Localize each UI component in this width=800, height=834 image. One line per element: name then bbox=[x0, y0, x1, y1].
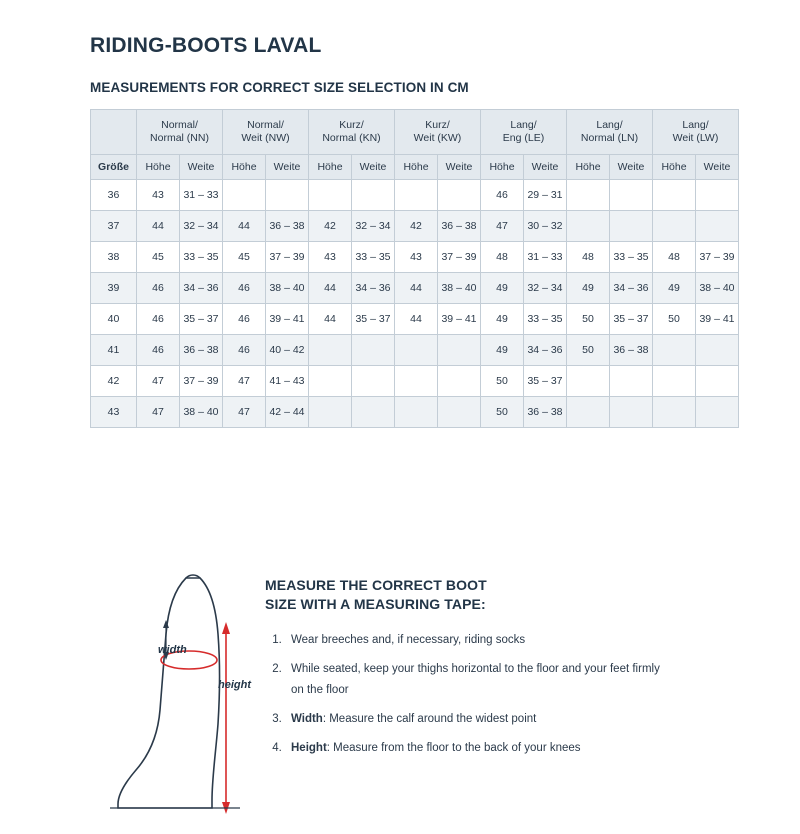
group-header-kw-line1: Kurz/ bbox=[425, 119, 450, 131]
cell: 47 bbox=[481, 211, 524, 242]
cell: 50 bbox=[567, 304, 610, 335]
group-header-ln-line1: Lang/ bbox=[596, 119, 623, 131]
cell: 35 – 37 bbox=[352, 304, 395, 335]
table-row bbox=[91, 397, 739, 428]
cell: 47 bbox=[223, 366, 266, 397]
table-row bbox=[91, 211, 739, 242]
step-bold: Height bbox=[291, 742, 327, 754]
cell bbox=[567, 211, 610, 242]
cell bbox=[309, 397, 352, 428]
cell: 42 bbox=[395, 211, 438, 242]
cell: 35 – 37 bbox=[524, 366, 567, 397]
cell: 50 bbox=[567, 335, 610, 366]
cell bbox=[395, 180, 438, 211]
cell: 45 bbox=[137, 242, 180, 273]
sub-header-hoehe-kn: Höhe bbox=[309, 155, 352, 180]
cell: 31 – 33 bbox=[180, 180, 223, 211]
sub-header-weite-ln: Weite bbox=[610, 155, 653, 180]
cell: 43 bbox=[395, 242, 438, 273]
cell: 46 bbox=[137, 273, 180, 304]
cell bbox=[567, 180, 610, 211]
cell bbox=[395, 397, 438, 428]
table-head bbox=[91, 110, 739, 180]
cell: 34 – 36 bbox=[610, 273, 653, 304]
instructions-list bbox=[265, 630, 665, 759]
page-title: RIDING-BOOTS LAVAL bbox=[90, 34, 322, 57]
cell bbox=[567, 397, 610, 428]
cell: 44 bbox=[223, 211, 266, 242]
cell: 32 – 34 bbox=[180, 211, 223, 242]
group-header-lw bbox=[653, 110, 739, 155]
cell: 50 bbox=[481, 366, 524, 397]
cell: 50 bbox=[481, 397, 524, 428]
page-subtitle: MEASUREMENTS FOR CORRECT SIZE SELECTION IN CM bbox=[90, 80, 469, 95]
cell: 37 – 39 bbox=[438, 242, 481, 273]
row-size: 41 bbox=[91, 335, 137, 366]
row-size: 38 bbox=[91, 242, 137, 273]
cell: 47 bbox=[223, 397, 266, 428]
group-header-kw bbox=[395, 110, 481, 155]
group-header-nw bbox=[223, 110, 309, 155]
cell: 42 bbox=[309, 211, 352, 242]
cell: 47 bbox=[137, 397, 180, 428]
sub-header-weite-nn: Weite bbox=[180, 155, 223, 180]
cell bbox=[352, 366, 395, 397]
cell bbox=[653, 397, 696, 428]
list-item bbox=[285, 630, 665, 651]
cell bbox=[653, 366, 696, 397]
cell bbox=[610, 366, 653, 397]
group-header-kn-line1: Kurz/ bbox=[339, 119, 364, 131]
group-header-lw-line1: Lang/ bbox=[682, 119, 709, 131]
sub-header-hoehe-nn: Höhe bbox=[137, 155, 180, 180]
cell: 48 bbox=[567, 242, 610, 273]
cell: 49 bbox=[481, 273, 524, 304]
table-corner-cell bbox=[91, 110, 137, 155]
step-text: While seated, keep your thighs horizontal to the floor and your feet firmly on the floor bbox=[291, 663, 660, 696]
cell: 34 – 36 bbox=[524, 335, 567, 366]
cell: 49 bbox=[481, 335, 524, 366]
cell bbox=[696, 335, 739, 366]
instructions-title-line2: SIZE WITH A MEASURING TAPE: bbox=[265, 596, 486, 612]
cell bbox=[352, 397, 395, 428]
group-header-kn bbox=[309, 110, 395, 155]
cell: 46 bbox=[223, 304, 266, 335]
sub-header-weite-kw: Weite bbox=[438, 155, 481, 180]
cell: 46 bbox=[137, 304, 180, 335]
sub-header-hoehe-nw: Höhe bbox=[223, 155, 266, 180]
group-header-nn-line2: Normal (NN) bbox=[150, 132, 209, 144]
group-header-nw-line1: Normal/ bbox=[247, 119, 284, 131]
cell: 46 bbox=[223, 273, 266, 304]
height-label: height bbox=[218, 679, 251, 691]
boot-outline-path bbox=[118, 578, 220, 808]
table-row bbox=[91, 366, 739, 397]
cell bbox=[438, 366, 481, 397]
cell: 44 bbox=[309, 304, 352, 335]
cell: 35 – 37 bbox=[610, 304, 653, 335]
cell: 38 – 40 bbox=[266, 273, 309, 304]
group-header-nn-line1: Normal/ bbox=[161, 119, 198, 131]
cell: 30 – 32 bbox=[524, 211, 567, 242]
cell bbox=[352, 335, 395, 366]
sub-header-weite-lw: Weite bbox=[696, 155, 739, 180]
cell: 49 bbox=[567, 273, 610, 304]
cell: 32 – 34 bbox=[524, 273, 567, 304]
cell: 49 bbox=[653, 273, 696, 304]
table-sub-header-row bbox=[91, 155, 739, 180]
cell bbox=[438, 397, 481, 428]
cell: 49 bbox=[481, 304, 524, 335]
step-text: : Measure from the floor to the back of your knees bbox=[326, 742, 581, 754]
table-row bbox=[91, 242, 739, 273]
group-header-kw-line2: Weit (KW) bbox=[413, 132, 462, 144]
group-header-ln bbox=[567, 110, 653, 155]
page-root bbox=[0, 34, 800, 834]
cell: 36 – 38 bbox=[524, 397, 567, 428]
group-header-le-line1: Lang/ bbox=[510, 119, 537, 131]
cell: 39 – 41 bbox=[438, 304, 481, 335]
sub-header-hoehe-kw: Höhe bbox=[395, 155, 438, 180]
cell: 38 – 40 bbox=[180, 397, 223, 428]
cell bbox=[309, 366, 352, 397]
cell: 36 – 38 bbox=[438, 211, 481, 242]
cell: 39 – 41 bbox=[696, 304, 739, 335]
group-header-le-line2: Eng (LE) bbox=[502, 132, 545, 144]
cell bbox=[567, 366, 610, 397]
cell: 38 – 40 bbox=[696, 273, 739, 304]
cell bbox=[653, 180, 696, 211]
step-bold: Width bbox=[291, 713, 323, 725]
row-size: 43 bbox=[91, 397, 137, 428]
cell: 33 – 35 bbox=[610, 242, 653, 273]
cell bbox=[438, 180, 481, 211]
cell bbox=[696, 397, 739, 428]
cell: 47 bbox=[137, 366, 180, 397]
cell: 37 – 39 bbox=[266, 242, 309, 273]
cell: 42 – 44 bbox=[266, 397, 309, 428]
cell bbox=[309, 335, 352, 366]
cell: 32 – 34 bbox=[352, 211, 395, 242]
cell bbox=[696, 366, 739, 397]
width-label: width bbox=[158, 644, 187, 656]
cell: 36 – 38 bbox=[180, 335, 223, 366]
group-header-nw-line2: Weit (NW) bbox=[241, 132, 290, 144]
size-chart-table bbox=[90, 109, 739, 428]
cell bbox=[395, 335, 438, 366]
sub-header-weite-le: Weite bbox=[524, 155, 567, 180]
table-row bbox=[91, 273, 739, 304]
cell: 29 – 31 bbox=[524, 180, 567, 211]
sub-header-hoehe-le: Höhe bbox=[481, 155, 524, 180]
instructions-block bbox=[265, 576, 665, 767]
list-item bbox=[285, 738, 665, 759]
cell bbox=[266, 180, 309, 211]
group-header-ln-line2: Normal (LN) bbox=[580, 132, 639, 144]
cell: 37 – 39 bbox=[696, 242, 739, 273]
height-arrow-head-top bbox=[222, 622, 230, 634]
cell: 46 bbox=[481, 180, 524, 211]
cell: 48 bbox=[481, 242, 524, 273]
sub-header-size: Größe bbox=[91, 155, 137, 180]
table-group-header-row bbox=[91, 110, 739, 155]
cell: 36 – 38 bbox=[266, 211, 309, 242]
table-row bbox=[91, 180, 739, 211]
cell bbox=[395, 366, 438, 397]
cell: 35 – 37 bbox=[180, 304, 223, 335]
cell: 33 – 35 bbox=[524, 304, 567, 335]
list-item bbox=[285, 659, 665, 701]
cell: 37 – 39 bbox=[180, 366, 223, 397]
cell: 44 bbox=[309, 273, 352, 304]
cell: 45 bbox=[223, 242, 266, 273]
cell bbox=[696, 211, 739, 242]
cell: 31 – 33 bbox=[524, 242, 567, 273]
table-row bbox=[91, 304, 739, 335]
cell bbox=[352, 180, 395, 211]
cell: 34 – 36 bbox=[180, 273, 223, 304]
cell: 44 bbox=[395, 304, 438, 335]
step-text: : Measure the calf around the widest point bbox=[322, 713, 537, 725]
group-header-lw-line2: Weit (LW) bbox=[672, 132, 719, 144]
cell bbox=[696, 180, 739, 211]
group-header-le bbox=[481, 110, 567, 155]
row-size: 37 bbox=[91, 211, 137, 242]
table-body bbox=[91, 180, 739, 428]
row-size: 39 bbox=[91, 273, 137, 304]
group-header-nn bbox=[137, 110, 223, 155]
group-header-kn-line2: Normal (KN) bbox=[322, 132, 381, 144]
cell: 43 bbox=[137, 180, 180, 211]
table-row bbox=[91, 335, 739, 366]
sub-header-weite-nw: Weite bbox=[266, 155, 309, 180]
cell bbox=[610, 211, 653, 242]
cell: 38 – 40 bbox=[438, 273, 481, 304]
cell: 33 – 35 bbox=[352, 242, 395, 273]
row-size: 42 bbox=[91, 366, 137, 397]
cell: 39 – 41 bbox=[266, 304, 309, 335]
instructions-title-line1: MEASURE THE CORRECT BOOT bbox=[265, 577, 487, 593]
sub-header-hoehe-ln: Höhe bbox=[567, 155, 610, 180]
cell bbox=[653, 335, 696, 366]
cell: 44 bbox=[395, 273, 438, 304]
cell: 48 bbox=[653, 242, 696, 273]
cell bbox=[653, 211, 696, 242]
instructions-title bbox=[265, 576, 665, 614]
row-size: 40 bbox=[91, 304, 137, 335]
cell: 46 bbox=[137, 335, 180, 366]
sub-header-hoehe-lw: Höhe bbox=[653, 155, 696, 180]
cell: 36 – 38 bbox=[610, 335, 653, 366]
cell: 34 – 36 bbox=[352, 273, 395, 304]
cell: 44 bbox=[137, 211, 180, 242]
sub-header-weite-kn: Weite bbox=[352, 155, 395, 180]
cell bbox=[438, 335, 481, 366]
cell: 43 bbox=[309, 242, 352, 273]
step-text: Wear breeches and, if necessary, riding socks bbox=[291, 634, 526, 646]
cell: 41 – 43 bbox=[266, 366, 309, 397]
row-size: 36 bbox=[91, 180, 137, 211]
cell bbox=[610, 397, 653, 428]
cell: 46 bbox=[223, 335, 266, 366]
list-item bbox=[285, 709, 665, 730]
cell bbox=[309, 180, 352, 211]
cell: 40 – 42 bbox=[266, 335, 309, 366]
cell bbox=[223, 180, 266, 211]
cell: 33 – 35 bbox=[180, 242, 223, 273]
cell bbox=[610, 180, 653, 211]
cell: 50 bbox=[653, 304, 696, 335]
